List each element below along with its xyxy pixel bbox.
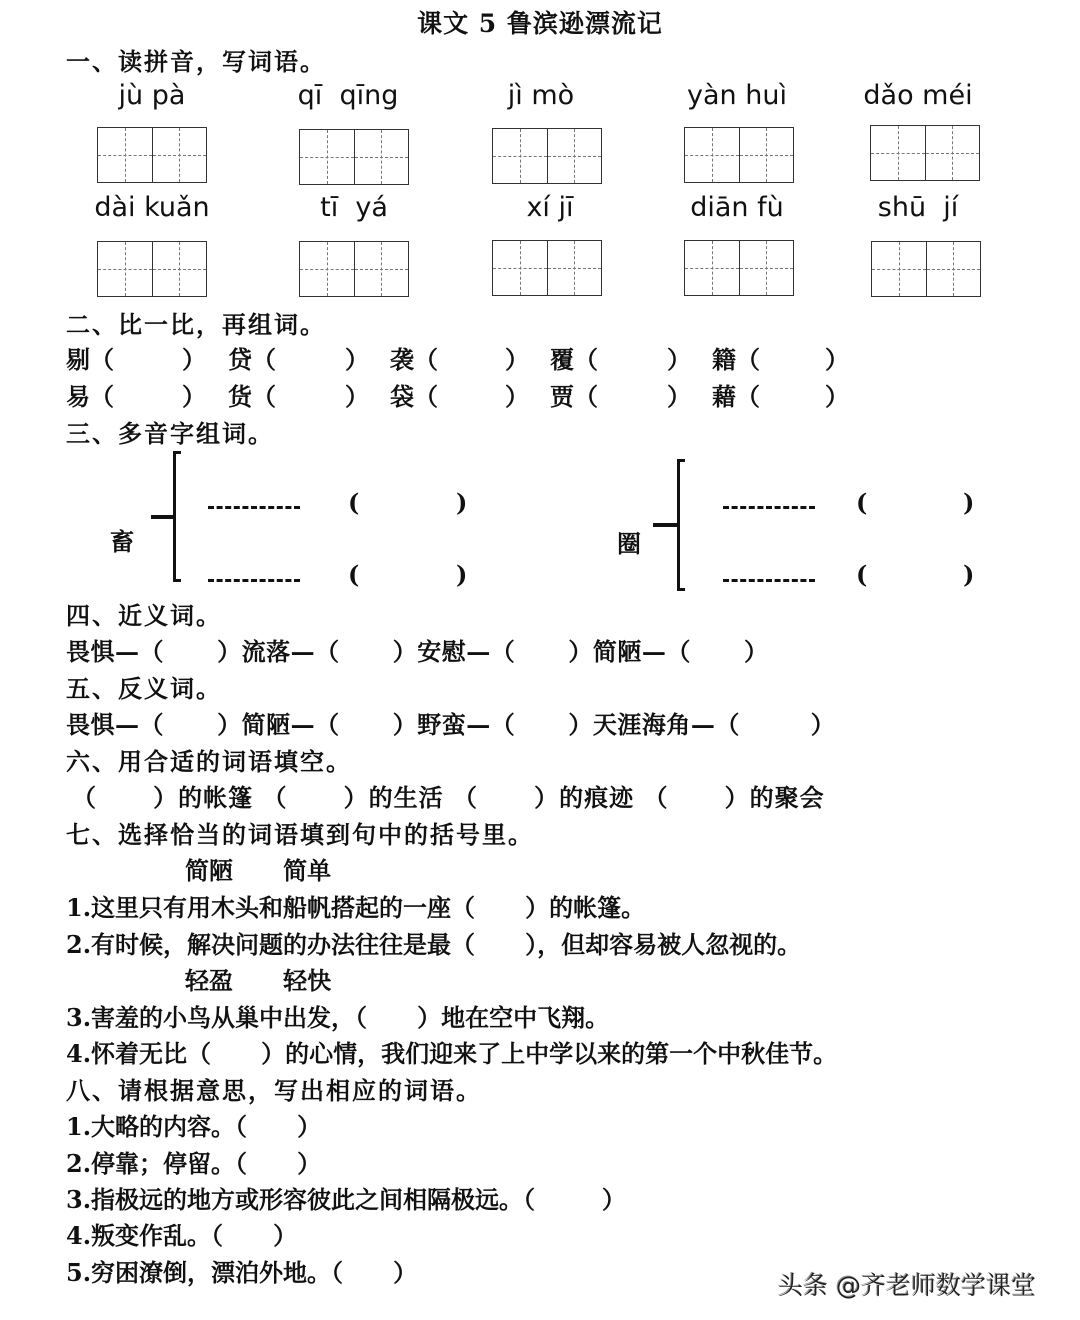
compare-char: 剔（ [66, 345, 114, 374]
compare-char: 易（ [66, 382, 114, 411]
definition-item: 4.叛变作乱。（ ） [66, 1221, 298, 1250]
writing-grid-box[interactable] [492, 128, 602, 184]
section-6-heading: 六、用合适的词语填空。 [66, 747, 352, 776]
polyphonic-char: 畜 [110, 527, 134, 556]
writing-grid-box[interactable] [870, 125, 980, 181]
section-4-heading: 四、近义词。 [66, 601, 222, 630]
pinyin-blank[interactable] [208, 506, 300, 509]
paren-close: ) [963, 560, 975, 589]
compare-char: 贾（ [550, 382, 598, 411]
pinyin-label: jì mò [507, 80, 575, 111]
compare-char: 籍（ [712, 345, 760, 374]
question-1: 1.这里只有用木头和船帆搭起的一座（ ）的帐篷。 [66, 893, 646, 922]
section-5-heading: 五、反义词。 [66, 674, 222, 703]
pinyin-label: jù pà [118, 80, 186, 111]
paren-open: ( [856, 488, 868, 517]
definition-item: 5.穷困潦倒，漂泊外地。（ ） [66, 1258, 418, 1287]
section-7-heading: 七、选择恰当的词语填到句中的括号里。 [66, 820, 534, 849]
pinyin-label: tī yá [320, 192, 388, 223]
bracket-tick [151, 515, 175, 519]
writing-grid-box[interactable] [97, 241, 207, 297]
compare-paren-close: ） [345, 382, 369, 411]
pinyin-label: yàn huì [687, 80, 787, 111]
writing-grid-box[interactable] [97, 127, 207, 183]
writing-grid-box[interactable] [492, 240, 602, 296]
compare-paren-close: ） [825, 345, 849, 374]
watermark: 头条 @齐老师数学课堂 [778, 1271, 1036, 1300]
antonym-line: 畏惧—（ ）简陋—（ ）野蛮—（ ）天涯海角—（ ） [66, 710, 836, 739]
pinyin-label: shū jí [877, 192, 959, 223]
compare-char: 覆（ [550, 345, 598, 374]
paren-close: ) [963, 488, 975, 517]
writing-grid-box[interactable] [684, 127, 794, 183]
polyphonic-char: 圈 [617, 529, 641, 558]
compare-char: 袋（ [390, 382, 438, 411]
question-2: 2.有时候，解决问题的办法往往是最（ ），但却容易被人忽视的。 [66, 930, 802, 959]
section-2-heading: 二、比一比，再组词。 [66, 310, 326, 339]
compare-paren-close: ） [505, 382, 529, 411]
compare-char: 货（ [228, 382, 276, 411]
paren-close: ) [456, 560, 468, 589]
compare-paren-close: ） [345, 345, 369, 374]
section-8-heading: 八、请根据意思，写出相应的词语。 [66, 1076, 482, 1105]
writing-grid-box[interactable] [299, 241, 409, 297]
compare-char: 藉（ [712, 382, 760, 411]
pinyin-blank[interactable] [723, 579, 815, 582]
worksheet-title: 课文 5 鲁滨逊漂流记 [417, 9, 663, 38]
compare-paren-close: ） [667, 382, 691, 411]
writing-grid-box[interactable] [684, 240, 794, 296]
compare-paren-close: ） [825, 382, 849, 411]
section-1-heading: 一、读拼音，写词语。 [66, 47, 326, 76]
pinyin-label: xí jī [526, 192, 574, 223]
curly-bracket [173, 451, 181, 582]
compare-char: 袭（ [390, 345, 438, 374]
pinyin-label: dǎo méi [863, 80, 973, 111]
definition-item: 2.停靠；停留。（ ） [66, 1149, 322, 1178]
definition-item: 3.指极远的地方或形容彼此之间相隔极远。（ ） [66, 1185, 626, 1214]
pinyin-blank[interactable] [723, 506, 815, 509]
question-4: 4.怀着无比（ ）的心情，我们迎来了上中学以来的第一个中秋佳节。 [66, 1039, 838, 1068]
paren-open: ( [348, 488, 360, 517]
writing-grid-box[interactable] [299, 129, 409, 185]
pinyin-label: qī qīng [297, 80, 399, 111]
paren-close: ) [456, 488, 468, 517]
pinyin-blank[interactable] [208, 579, 300, 582]
paren-open: ( [348, 560, 360, 589]
writing-grid-box[interactable] [871, 241, 981, 297]
compare-char: 贷（ [228, 345, 276, 374]
word-options: 轻盈 轻快 [185, 966, 332, 995]
compare-paren-close: ） [667, 345, 691, 374]
compare-paren-close: ） [182, 345, 206, 374]
word-options: 简陋 简单 [185, 856, 332, 885]
curly-bracket [677, 459, 685, 591]
fill-blank-line: （ ）的帐篷 （ ）的生活 （ ）的痕迹 （ ）的聚会 [72, 783, 825, 812]
section-3-heading: 三、多音字组词。 [66, 419, 274, 448]
compare-paren-close: ） [505, 345, 529, 374]
paren-open: ( [856, 560, 868, 589]
pinyin-label: dài kuǎn [94, 192, 210, 223]
definition-item: 1.大略的内容。（ ） [66, 1112, 322, 1141]
pinyin-label: diān fù [690, 192, 784, 223]
bracket-tick [653, 523, 680, 527]
synonym-line: 畏惧—（ ）流落—（ ）安慰—（ ）简陋—（ ） [66, 637, 769, 666]
compare-paren-close: ） [182, 382, 206, 411]
question-3: 3.害羞的小鸟从巢中出发，（ ）地在空中飞翔。 [66, 1003, 610, 1032]
